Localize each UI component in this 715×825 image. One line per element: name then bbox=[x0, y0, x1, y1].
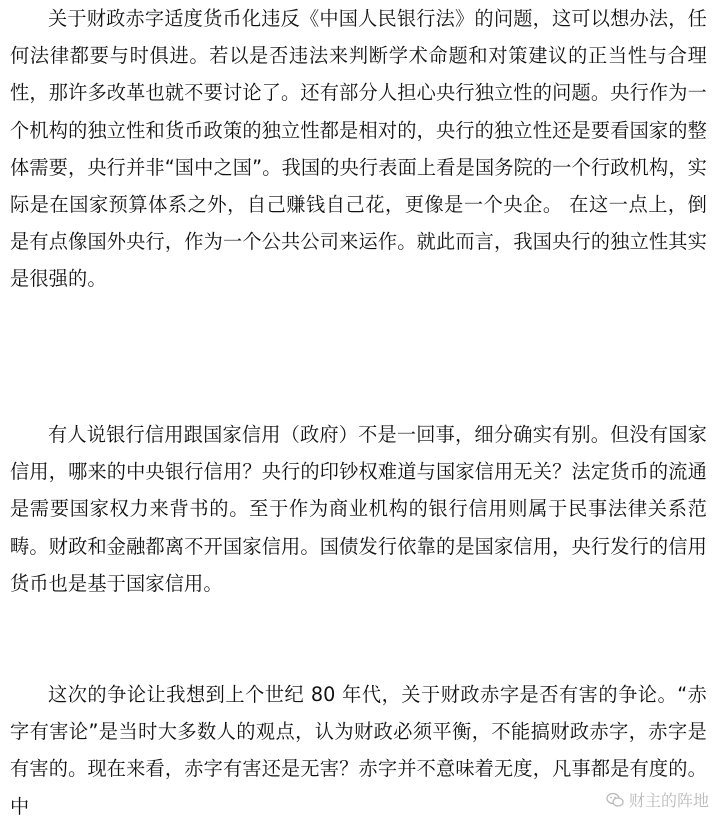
paragraph-national-credit: 有人说银行信用跟国家信用（政府）不是一回事，细分确实有别。但没有国家信用，哪来的中央银行信用？央行的印钞权难道与国家信用无关？法定货币的流通是需要国家权力来背书的。至于作为商业机构的银行信用则属于民事法律关系范畴。财政和金融都离不开国家信用。国债发行依靠的是国家信用，央行发行的信用货币也是基于国家信用。 bbox=[10, 423, 707, 595]
watermark-text: 财主的阵地 bbox=[628, 791, 709, 810]
watermark bbox=[606, 788, 709, 811]
wechat-icon bbox=[606, 792, 624, 808]
paragraph-deficit-debate: 这次的争论让我想到上个世纪 80 年代，关于财政赤字是否有害的争论。“赤字有害论”是当时大多数人的观点，认为财政必须平衡，不能搞财政赤字，赤字是有害的。现在来看，赤字有害还是无害？赤字并不意味着无度，凡事都是有度的。中 bbox=[10, 683, 707, 818]
paragraph-central-bank-independence: 关于财政赤字适度货币化违反《中国人民银行法》的问题，这可以想办法，任何法律都要与时俱进。若以是否违法来判断学术命题和对策建议的正当性与合理性，那许多改革也就不要讨论了。还有部分人担心央行独立性的问题。央行作为一个机构的独立性和货币政策的独立性都是相对的，央行的独立性还是要看国家的整体需要，央行并非“国中之国”。我国的央行表面上看是国务院的一个行政机构，实际是在国家预算体系之外，自己赚钱自己花，更像是一个央企。 在这一点上，倒是有点像国外央行，作为一个公共公司来运作。就此而言，我国央行的独立性其实是很强的。 bbox=[10, 7, 707, 291]
